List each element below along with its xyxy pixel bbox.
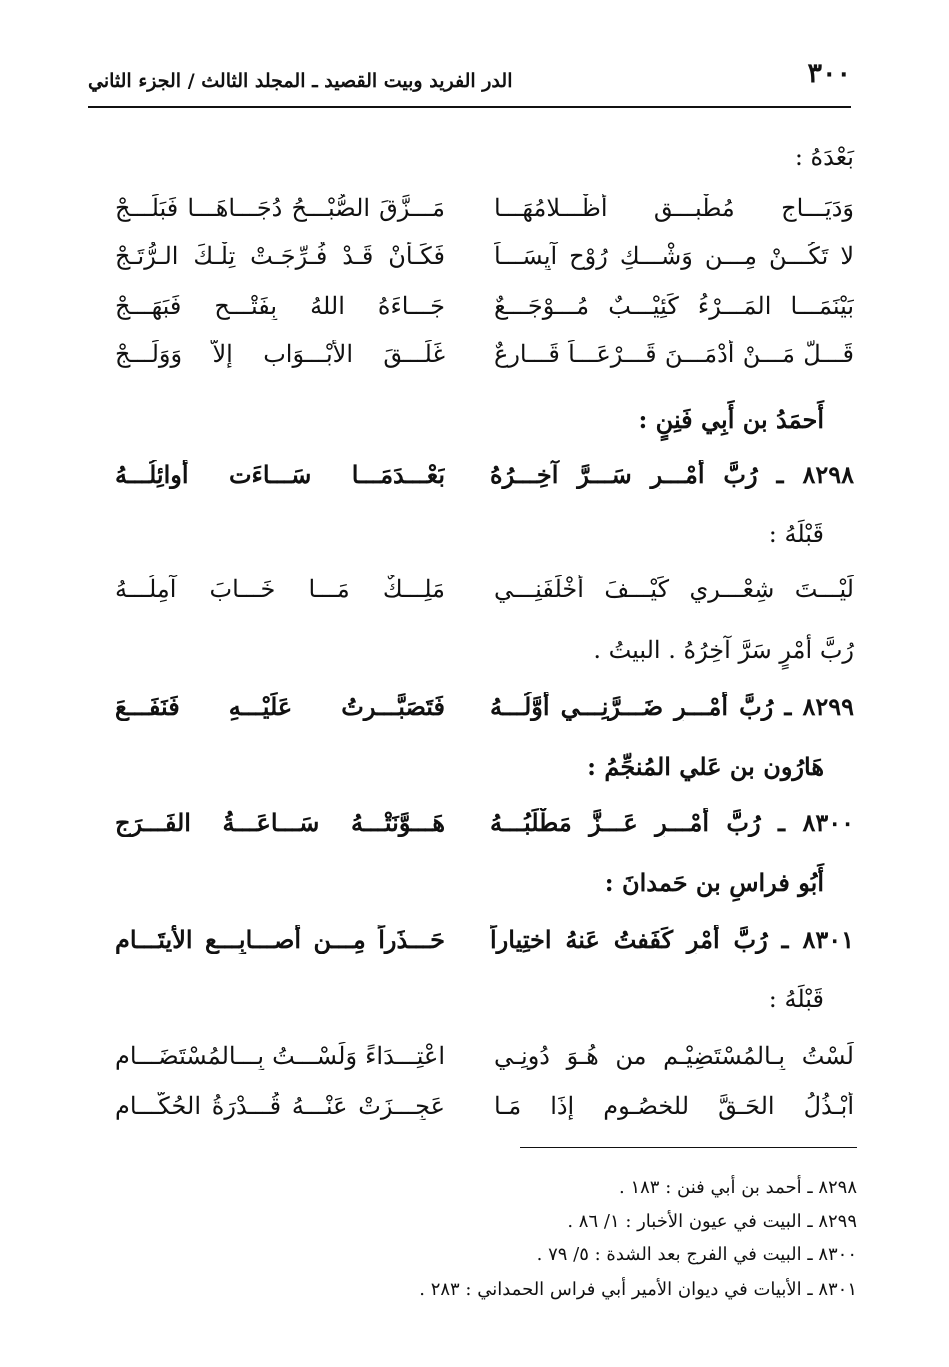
numbered-verse-8300 <box>115 808 854 848</box>
verse-reference: رُبَّ أمْرٍ سَرَّ آخِرُهُ . البيتُ . <box>593 636 854 664</box>
verse-second-hemistich: عَجِـــزَتْ عَنْـــهُ قُـــدْرَةُ الحُكَّـــامِ <box>115 1092 445 1120</box>
verse-second-hemistich: غَلَـــقَ الأبْـــوَاب إلاَّ وَوَلَـــجْ <box>115 340 445 368</box>
verse-first-hemistich <box>490 808 854 837</box>
poem-verse <box>115 340 854 380</box>
section-intro: بَعْدَهُ : <box>794 143 854 171</box>
verse-first-hemistich <box>490 460 854 489</box>
verse-first-hemistich: لَيْـــتَ شِعْـــرِي كَيْـــفَ أخْلَفَنِـــي <box>494 575 854 603</box>
poem-verse <box>115 292 854 332</box>
verse-second-hemistich: بَعْـــدَمَـــا سَـــاءَت أوائِلُـــهُ <box>115 460 445 489</box>
verse-first-hemistich: بَيْنَمَـــا المَـــرْءُ كَئِيْـــبٌ مُـــوْجَـــعٌ <box>494 292 854 320</box>
poem-verse <box>115 575 854 615</box>
verse-first-hemistich: لا تَكُـــنْ مِـــن وَشْـــكِ رُوْحٍ آيِسَـــاً <box>494 242 854 270</box>
numbered-verse-8301 <box>115 925 854 965</box>
poet-heading: هَارُون بن عَلي المُنجِّمُ : <box>587 752 824 781</box>
poem-verse <box>115 1092 854 1132</box>
verse-second-hemistich: مَلِـــكٌ مَـــا خَـــابَ آمِلُـــهُ <box>115 575 445 603</box>
footnote-divider <box>520 1147 857 1148</box>
footnote: ٨٣٠١ ـ الأبيات في ديوان الأمير أبي فراس الحمداني : ٢٨٣ . <box>419 1279 857 1300</box>
footnote: ٨٣٠٠ ـ البيت في الفرج بعد الشدة : ٥/ ٧٩ . <box>536 1244 857 1265</box>
verse-first-hemistich: أبْـذُلُ الحَـقَّ للخصُـومِ إذَا مَـا <box>494 1092 854 1120</box>
verse-first-hemistich <box>490 692 854 721</box>
numbered-verse-8298 <box>115 460 854 500</box>
verse-second-hemistich: فَتَصَبَّـــرتُ عَلَيْـــهِ فَنَفَـــعَ <box>115 692 445 721</box>
poem-verse <box>115 1042 854 1082</box>
verse-number: ٨٣٠٠ ـ <box>778 808 854 837</box>
verse-second-hemistich: اعْتِـــدَاءً وَلَسْـــتُ بِـــالمُسْتَضَـــامِ <box>115 1042 445 1070</box>
verse-number: ٨٢٩٩ ـ <box>784 692 854 721</box>
verse-first-hemistich: وَدَيَـــاجٍ مُطْبـــقٍ أظْـــلامُهَـــا <box>494 194 854 222</box>
poet-heading: أَحمَدُ بن أَبِي فَنِنٍ : <box>638 405 824 434</box>
verse-second-hemistich: مَـــزَّقَ الصُّبْـــحُ دُجَـــاهَـــا فَبَلَـــجْ <box>115 194 445 222</box>
verse-second-hemistich: حَـــذَراً مِـــن أَصـــابِـــعِ الأيتَـــامِ <box>115 925 445 954</box>
header-divider <box>88 106 851 108</box>
verse-text: رُبَّ أَمْـــرٍ عَـــزَّ مَطْلَبُـــهُ <box>490 808 761 837</box>
verse-first-hemistich: قَـــلَّ مَـــنْ أدْمَـــنَ قَـــرْعَـــاً قَـــارِعٌ <box>494 340 854 368</box>
footnote: ٨٢٩٩ ـ البيت في عيون الأخبار : ١/ ٨٦ . <box>567 1211 857 1232</box>
verse-first-hemistich <box>490 925 854 954</box>
verse-second-hemistich: فَكَـأنْ قَـدْ فُـرِّجَـتْ تِلْـكَ الـرُّتَـجْ <box>115 242 445 270</box>
numbered-verse-8299 <box>115 692 854 732</box>
verse-second-hemistich: جَـــاءَهُ اللهُ بِفَتْـــحٍ فَبَهَـــجْ <box>115 292 445 320</box>
verse-text: رُبَّ أَمْـــرٍ ضَـــرَّنِـــي أَوَّلُـــهُ <box>490 692 774 721</box>
section-intro: قَبْلَهُ : <box>768 520 824 548</box>
poem-verse <box>115 242 854 282</box>
running-title: الدر الفريد وبيت القصيد ـ المجلد الثالث / الجزء الثاني <box>88 70 513 92</box>
verse-number: ٨٢٩٨ ـ <box>776 460 854 489</box>
poet-heading: أَبُو فراسِ بن حَمدانَ : <box>604 868 824 897</box>
verse-second-hemistich: هَـــوَّنَتْـــهُ سَـــاعَـــةُ الفَـــرَجِ <box>115 808 445 837</box>
page-number: ٣٠٠ <box>807 58 851 89</box>
footnote: ٨٢٩٨ ـ أحمد بن أبي فنن : ١٨٣ . <box>619 1177 857 1198</box>
poem-verse <box>115 194 854 234</box>
page-header <box>88 52 851 104</box>
section-intro: قَبْلَهُ : <box>768 985 824 1013</box>
verse-text: رُبَّ أَمْرٍ كَفَفتُ عَنهُ اختِياراً <box>490 925 768 954</box>
verse-first-hemistich: لَسْتُ بِـالمُسْتَضِيْـمِ من هُـوَ دُونِـي <box>494 1042 854 1070</box>
verse-number: ٨٣٠١ ـ <box>781 925 854 954</box>
verse-text: رُبَّ أَمْـــرٍ سَـــرَّ آخِـــرُهُ <box>490 460 758 489</box>
